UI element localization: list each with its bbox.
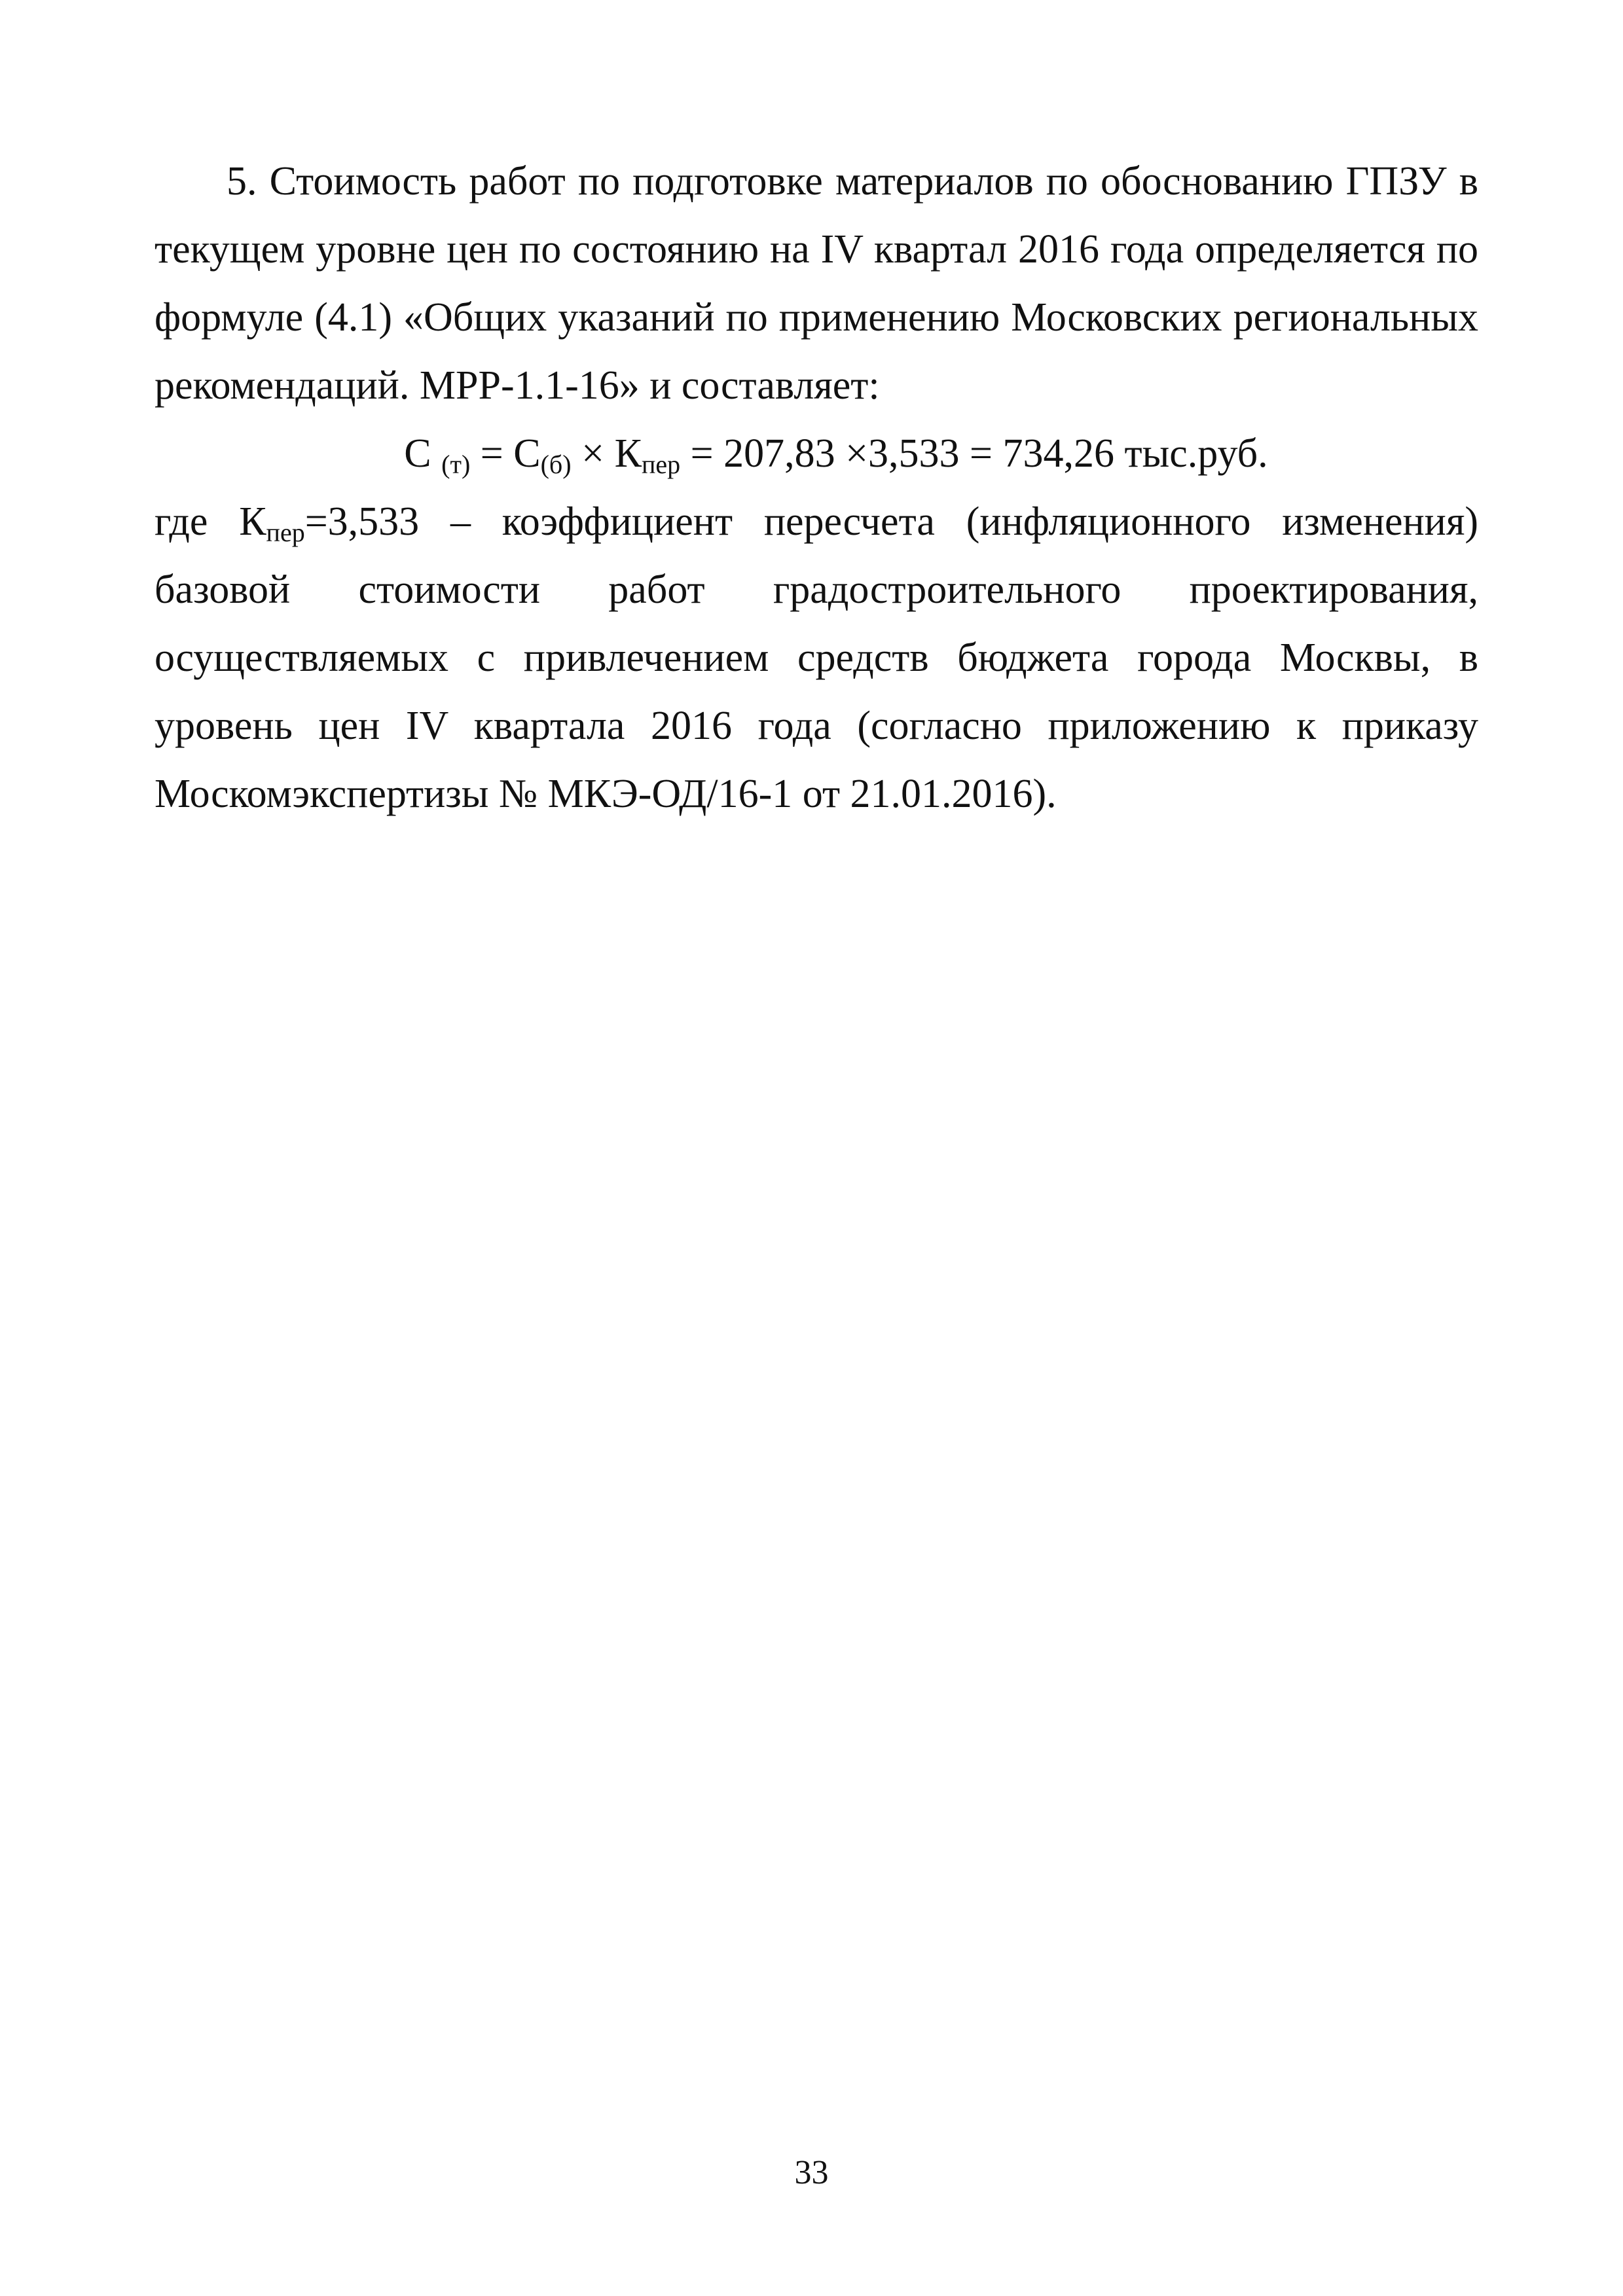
- formula-result: = 207,83 ×3,533 = 734,26 тыс.руб.: [680, 431, 1268, 476]
- explanation-sub-k: пер: [266, 518, 305, 547]
- paragraph-coefficient-explanation: [155, 488, 1478, 828]
- body-text: [155, 147, 1478, 828]
- formula-times: ×: [571, 431, 615, 476]
- formula-sub-k: пер: [641, 450, 681, 479]
- page-number: 33: [794, 2154, 829, 2191]
- formula-c-base: С: [513, 431, 541, 476]
- formula-equals: =: [470, 431, 514, 476]
- explanation-text: =3,533 – коэффициент пересчета (инфляционного изменения) базовой стоимости работ градостроительного проектирования, осуществляемых с привлечением средств бюджета города Москвы, в уровень цен IV квартала 2016 года (согласно приложению к приказу Москомэкспертизы № МКЭ-ОД/16-1 от 21.01.2016).: [155, 499, 1478, 816]
- formula-sub-current: (т): [441, 450, 471, 479]
- formula-k: К: [614, 431, 642, 476]
- formula-c-current: С: [404, 431, 431, 476]
- cost-formula: [155, 420, 1478, 488]
- paragraph-cost-description: 5. Стоимость работ по подготовке материалов по обоснованию ГПЗУ в текущем уровне цен по состоянию на IV квартал 2016 года определяется по формуле (4.1) «Общих указаний по применению Московских региональных рекомендаций. МРР-1.1-16» и составляет:: [155, 159, 1478, 408]
- formula-sub-base: (б): [540, 450, 572, 479]
- explanation-prefix: где К: [155, 499, 266, 544]
